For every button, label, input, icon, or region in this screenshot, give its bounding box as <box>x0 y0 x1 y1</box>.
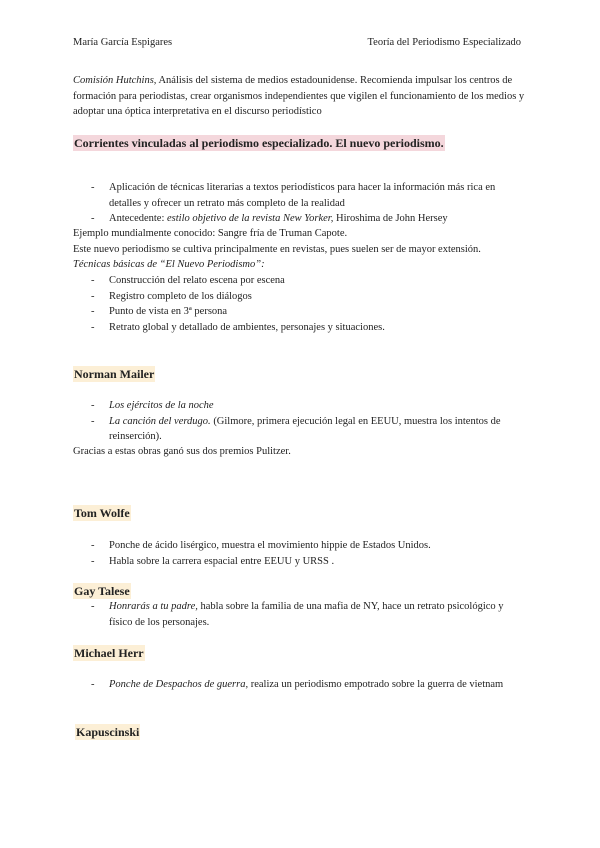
heading-kapuscinski: Kapuscinski <box>76 725 140 739</box>
list-item: - Los ejércitos de la noche <box>91 400 214 411</box>
new-journalism-list <box>73 180 528 227</box>
header-author: María García Espigares <box>73 37 173 48</box>
wolfe-list <box>73 538 528 569</box>
header-course: Teoría del Periodismo Especializado <box>367 37 521 48</box>
heading-michael-herr: Michael Herr <box>74 646 144 660</box>
list-item: - Punto de vista en 3ª persona <box>91 306 228 317</box>
list-item: - Construcción del relato escena por escena <box>91 275 285 286</box>
talese-list <box>73 599 528 630</box>
magazines-line: Este nuevo periodismo se cultiva principalmente en revistas, pues suelen ser de mayor extensión. <box>73 244 481 255</box>
list-item: - Antecedente: estilo objetivo de la revista New Yorker, Hiroshima de John Hersey <box>91 213 448 224</box>
list-item: - Habla sobre la carrera espacial entre EEUU y URSS . <box>91 555 335 567</box>
techniques-title: Técnicas básicas de “El Nuevo Periodismo”: <box>73 259 265 270</box>
list-item: - La canción del verdugo. (Gilmore, primera ejecución legal en EEUU, muestra los intentos de reinserción). <box>91 415 501 442</box>
list-item: - Ponche de ácido lisérgico, muestra el movimiento hippie de Estados Unidos. <box>91 540 431 551</box>
list-item: - Ponche de Despachos de guerra, realiza un periodismo empotrado sobre la guerra de vietnam <box>91 679 504 690</box>
list-item: - Registro completo de los diálogos <box>91 290 252 302</box>
list-item: - Aplicación de técnicas literarias a textos periodísticos para hacer la información más rica en detalles y ofrecer un retrato más completo de la realidad <box>91 182 496 209</box>
list-item: - Honrarás a tu padre, habla sobre la familia de una mafia de NY, hace un retrato psicológico y físico de los personajes. <box>91 601 504 628</box>
mailer-note: Gracias a estas obras ganó sus dos premios Pulitzer. <box>73 446 291 457</box>
intro-text: Análisis del sistema de medios estadounidense. Recomienda impulsar los centros de formación para periodistas, crear organismos independientes que vigilen el funcionamiento de los medios y adoptar una óptica interpretativa en el discurso periodístico <box>73 75 525 117</box>
mailer-list <box>73 398 528 445</box>
section-heading-new-journalism <box>73 134 543 152</box>
intro-paragraph <box>73 73 528 120</box>
example-line: Ejemplo mundialmente conocido: Sangre fría de Truman Capote. <box>73 228 348 239</box>
heading-gay-talese: Gay Talese <box>74 584 130 598</box>
section-heading-text: Corrientes vinculadas al periodismo especializado. El nuevo periodismo. <box>74 136 444 150</box>
heading-tom-wolfe: Tom Wolfe <box>74 506 130 520</box>
intro-italic: Comisión Hutchins, <box>73 75 157 86</box>
techniques-list <box>73 273 528 335</box>
heading-norman-mailer: Norman Mailer <box>74 367 155 381</box>
herr-list <box>73 677 528 693</box>
list-item: - Retrato global y detallado de ambientes, personajes y situaciones. <box>91 321 385 333</box>
